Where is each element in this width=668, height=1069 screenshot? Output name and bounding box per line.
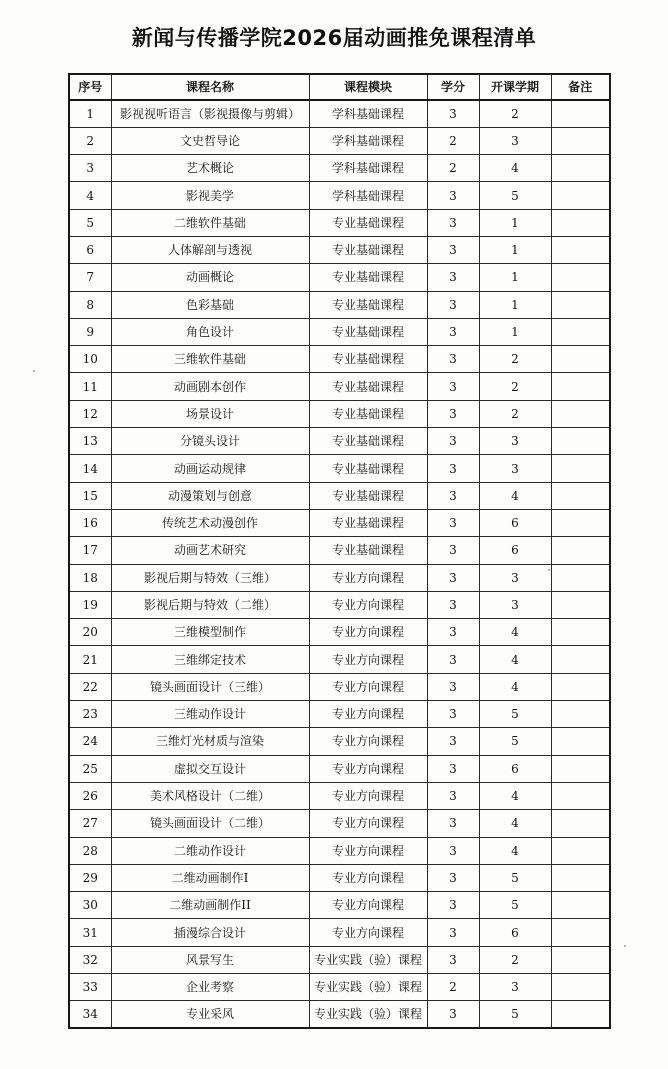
course-credit: 3 bbox=[427, 946, 479, 973]
course-module: 专业方向课程 bbox=[309, 673, 427, 700]
course-name: 二维动作设计 bbox=[111, 837, 309, 864]
course-credit: 3 bbox=[427, 755, 479, 782]
row-number: 11 bbox=[69, 373, 111, 400]
course-module: 专业基础课程 bbox=[309, 346, 427, 373]
table-row bbox=[69, 755, 610, 782]
course-module: 专业基础课程 bbox=[309, 373, 427, 400]
course-name: 影视后期与特效（三维） bbox=[111, 564, 309, 591]
header-course-name: 课程名称 bbox=[111, 74, 309, 100]
course-note bbox=[551, 864, 610, 891]
course-semester: 5 bbox=[479, 864, 551, 891]
course-semester: 4 bbox=[479, 619, 551, 646]
row-number: 10 bbox=[69, 346, 111, 373]
course-note bbox=[551, 291, 610, 318]
course-name: 动画运动规律 bbox=[111, 455, 309, 482]
course-credit: 2 bbox=[427, 155, 479, 182]
page-title: 新闻与传播学院2026届动画推免课程清单 bbox=[131, 26, 537, 50]
course-module: 专业基础课程 bbox=[309, 209, 427, 236]
course-credit: 3 bbox=[427, 837, 479, 864]
course-semester: 3 bbox=[479, 974, 551, 1001]
course-credit: 3 bbox=[427, 264, 479, 291]
table-row bbox=[69, 400, 610, 427]
course-credit: 3 bbox=[427, 182, 479, 209]
course-module: 专业方向课程 bbox=[309, 619, 427, 646]
table-row bbox=[69, 264, 610, 291]
course-credit: 3 bbox=[427, 1001, 479, 1028]
course-module: 学科基础课程 bbox=[309, 182, 427, 209]
course-module: 专业方向课程 bbox=[309, 701, 427, 728]
course-note bbox=[551, 728, 610, 755]
course-semester: 5 bbox=[479, 1001, 551, 1028]
course-module: 专业基础课程 bbox=[309, 236, 427, 263]
row-number: 22 bbox=[69, 673, 111, 700]
row-number: 13 bbox=[69, 428, 111, 455]
course-semester: 4 bbox=[479, 810, 551, 837]
course-note bbox=[551, 837, 610, 864]
course-name: 三维灯光材质与渲染 bbox=[111, 728, 309, 755]
header-module: 课程模块 bbox=[309, 74, 427, 100]
course-credit: 3 bbox=[427, 782, 479, 809]
row-number: 30 bbox=[69, 892, 111, 919]
row-number: 12 bbox=[69, 400, 111, 427]
course-credit: 3 bbox=[427, 810, 479, 837]
row-number: 14 bbox=[69, 455, 111, 482]
course-module: 专业方向课程 bbox=[309, 864, 427, 891]
table-row bbox=[69, 892, 610, 919]
table-row bbox=[69, 782, 610, 809]
table-row bbox=[69, 974, 610, 1001]
header-semester: 开课学期 bbox=[479, 74, 551, 100]
course-note bbox=[551, 482, 610, 509]
course-module: 专业基础课程 bbox=[309, 537, 427, 564]
course-credit: 3 bbox=[427, 455, 479, 482]
table-row bbox=[69, 455, 610, 482]
course-semester: 5 bbox=[479, 892, 551, 919]
table-row bbox=[69, 728, 610, 755]
course-module: 专业基础课程 bbox=[309, 264, 427, 291]
course-note bbox=[551, 346, 610, 373]
course-credit: 3 bbox=[427, 428, 479, 455]
course-module: 专业基础课程 bbox=[309, 318, 427, 345]
course-name: 角色设计 bbox=[111, 318, 309, 345]
course-name: 动漫策划与创意 bbox=[111, 482, 309, 509]
course-module: 专业方向课程 bbox=[309, 564, 427, 591]
course-credit: 3 bbox=[427, 564, 479, 591]
row-number: 23 bbox=[69, 701, 111, 728]
table-row bbox=[69, 428, 610, 455]
row-number: 26 bbox=[69, 782, 111, 809]
row-number: 24 bbox=[69, 728, 111, 755]
table-row bbox=[69, 810, 610, 837]
course-note bbox=[551, 591, 610, 618]
course-module: 专业实践（验）课程 bbox=[309, 974, 427, 1001]
course-semester: 3 bbox=[479, 455, 551, 482]
row-number: 31 bbox=[69, 919, 111, 946]
row-number: 15 bbox=[69, 482, 111, 509]
table-row bbox=[69, 591, 610, 618]
course-name: 虚拟交互设计 bbox=[111, 755, 309, 782]
table-row bbox=[69, 155, 610, 182]
course-name: 三维动作设计 bbox=[111, 701, 309, 728]
course-credit: 3 bbox=[427, 100, 479, 127]
course-module: 学科基础课程 bbox=[309, 127, 427, 154]
course-module: 专业基础课程 bbox=[309, 455, 427, 482]
table-row bbox=[69, 209, 610, 236]
row-number: 34 bbox=[69, 1001, 111, 1028]
table-row bbox=[69, 864, 610, 891]
row-number: 16 bbox=[69, 509, 111, 536]
course-credit: 3 bbox=[427, 373, 479, 400]
course-name: 影视视听语言（影视摄像与剪辑） bbox=[111, 100, 309, 127]
course-note bbox=[551, 264, 610, 291]
course-note bbox=[551, 400, 610, 427]
course-note bbox=[551, 782, 610, 809]
course-name: 镜头画面设计（二维） bbox=[111, 810, 309, 837]
header-no: 序号 bbox=[69, 74, 111, 100]
course-note bbox=[551, 701, 610, 728]
course-note bbox=[551, 373, 610, 400]
table-row bbox=[69, 127, 610, 154]
course-semester: 1 bbox=[479, 209, 551, 236]
row-number: 6 bbox=[69, 236, 111, 263]
course-note bbox=[551, 974, 610, 1001]
course-name: 二维软件基础 bbox=[111, 209, 309, 236]
row-number: 18 bbox=[69, 564, 111, 591]
course-note bbox=[551, 619, 610, 646]
course-note bbox=[551, 209, 610, 236]
scan-speck bbox=[33, 370, 35, 372]
course-name: 企业考察 bbox=[111, 974, 309, 1001]
course-semester: 3 bbox=[479, 428, 551, 455]
course-note bbox=[551, 509, 610, 536]
course-name: 动画剧本创作 bbox=[111, 373, 309, 400]
course-module: 专业方向课程 bbox=[309, 646, 427, 673]
table-row bbox=[69, 701, 610, 728]
course-credit: 3 bbox=[427, 619, 479, 646]
course-name: 专业采风 bbox=[111, 1001, 309, 1028]
course-note bbox=[551, 100, 610, 127]
course-semester: 4 bbox=[479, 646, 551, 673]
course-note bbox=[551, 810, 610, 837]
course-note bbox=[551, 1001, 610, 1028]
course-credit: 3 bbox=[427, 646, 479, 673]
row-number: 32 bbox=[69, 946, 111, 973]
course-credit: 3 bbox=[427, 236, 479, 263]
course-name: 文史哲导论 bbox=[111, 127, 309, 154]
course-credit: 3 bbox=[427, 291, 479, 318]
course-name: 二维动画制作I bbox=[111, 864, 309, 891]
course-credit: 3 bbox=[427, 673, 479, 700]
row-number: 28 bbox=[69, 837, 111, 864]
course-module: 专业方向课程 bbox=[309, 892, 427, 919]
course-module: 专业方向课程 bbox=[309, 919, 427, 946]
table-row bbox=[69, 837, 610, 864]
course-credit: 3 bbox=[427, 728, 479, 755]
course-semester: 6 bbox=[479, 509, 551, 536]
course-note bbox=[551, 673, 610, 700]
table-row bbox=[69, 619, 610, 646]
course-semester: 2 bbox=[479, 346, 551, 373]
course-module: 专业实践（验）课程 bbox=[309, 946, 427, 973]
course-semester: 6 bbox=[479, 537, 551, 564]
row-number: 4 bbox=[69, 182, 111, 209]
course-semester: 1 bbox=[479, 291, 551, 318]
course-semester: 5 bbox=[479, 182, 551, 209]
course-module: 专业实践（验）课程 bbox=[309, 1001, 427, 1028]
table-row bbox=[69, 236, 610, 263]
course-semester: 2 bbox=[479, 373, 551, 400]
course-table bbox=[68, 73, 611, 1029]
course-name: 艺术概论 bbox=[111, 155, 309, 182]
course-semester: 4 bbox=[479, 837, 551, 864]
course-module: 专业方向课程 bbox=[309, 755, 427, 782]
course-name: 影视后期与特效（二维） bbox=[111, 591, 309, 618]
course-note bbox=[551, 537, 610, 564]
course-name: 动画艺术研究 bbox=[111, 537, 309, 564]
course-semester: 5 bbox=[479, 728, 551, 755]
course-name: 三维模型制作 bbox=[111, 619, 309, 646]
course-semester: 2 bbox=[479, 100, 551, 127]
course-semester: 6 bbox=[479, 919, 551, 946]
course-note bbox=[551, 127, 610, 154]
course-module: 专业基础课程 bbox=[309, 482, 427, 509]
course-semester: 2 bbox=[479, 400, 551, 427]
course-credit: 3 bbox=[427, 509, 479, 536]
course-module: 专业方向课程 bbox=[309, 782, 427, 809]
row-number: 25 bbox=[69, 755, 111, 782]
course-semester: 1 bbox=[479, 264, 551, 291]
row-number: 27 bbox=[69, 810, 111, 837]
table-row bbox=[69, 919, 610, 946]
row-number: 19 bbox=[69, 591, 111, 618]
course-note bbox=[551, 455, 610, 482]
table-row bbox=[69, 318, 610, 345]
course-semester: 5 bbox=[479, 701, 551, 728]
row-number: 20 bbox=[69, 619, 111, 646]
course-name: 风景写生 bbox=[111, 946, 309, 973]
table-row bbox=[69, 182, 610, 209]
course-module: 专业方向课程 bbox=[309, 591, 427, 618]
course-note bbox=[551, 564, 610, 591]
course-credit: 3 bbox=[427, 346, 479, 373]
course-credit: 3 bbox=[427, 591, 479, 618]
table-row bbox=[69, 946, 610, 973]
course-credit: 3 bbox=[427, 701, 479, 728]
table-row bbox=[69, 646, 610, 673]
table-row bbox=[69, 291, 610, 318]
course-name: 三维软件基础 bbox=[111, 346, 309, 373]
row-number: 5 bbox=[69, 209, 111, 236]
course-note bbox=[551, 946, 610, 973]
course-semester: 1 bbox=[479, 236, 551, 263]
table-header-row bbox=[69, 74, 610, 100]
course-name: 三维绑定技术 bbox=[111, 646, 309, 673]
course-module: 专业基础课程 bbox=[309, 291, 427, 318]
header-note: 备注 bbox=[551, 74, 610, 100]
row-number: 21 bbox=[69, 646, 111, 673]
course-semester: 4 bbox=[479, 782, 551, 809]
course-name: 美术风格设计（二维） bbox=[111, 782, 309, 809]
row-number: 2 bbox=[69, 127, 111, 154]
course-note bbox=[551, 919, 610, 946]
course-name: 二维动画制作II bbox=[111, 892, 309, 919]
row-number: 33 bbox=[69, 974, 111, 1001]
course-note bbox=[551, 428, 610, 455]
table-row bbox=[69, 1001, 610, 1028]
course-note bbox=[551, 755, 610, 782]
course-credit: 3 bbox=[427, 482, 479, 509]
table-row bbox=[69, 509, 610, 536]
course-module: 专业方向课程 bbox=[309, 837, 427, 864]
course-module: 专业基础课程 bbox=[309, 509, 427, 536]
course-note bbox=[551, 318, 610, 345]
course-note bbox=[551, 892, 610, 919]
table-body bbox=[69, 100, 610, 1028]
course-credit: 2 bbox=[427, 974, 479, 1001]
course-semester: 6 bbox=[479, 755, 551, 782]
course-credit: 3 bbox=[427, 537, 479, 564]
course-module: 专业方向课程 bbox=[309, 810, 427, 837]
course-semester: 2 bbox=[479, 946, 551, 973]
course-name: 色彩基础 bbox=[111, 291, 309, 318]
course-credit: 3 bbox=[427, 400, 479, 427]
course-module: 学科基础课程 bbox=[309, 100, 427, 127]
course-name: 插漫综合设计 bbox=[111, 919, 309, 946]
course-name: 动画概论 bbox=[111, 264, 309, 291]
course-semester: 4 bbox=[479, 673, 551, 700]
course-semester: 3 bbox=[479, 127, 551, 154]
course-semester: 4 bbox=[479, 155, 551, 182]
course-semester: 3 bbox=[479, 591, 551, 618]
row-number: 7 bbox=[69, 264, 111, 291]
row-number: 3 bbox=[69, 155, 111, 182]
table-row bbox=[69, 100, 610, 127]
course-note bbox=[551, 155, 610, 182]
row-number: 9 bbox=[69, 318, 111, 345]
row-number: 1 bbox=[69, 100, 111, 127]
course-semester: 1 bbox=[479, 318, 551, 345]
course-note bbox=[551, 236, 610, 263]
course-credit: 3 bbox=[427, 318, 479, 345]
course-name: 场景设计 bbox=[111, 400, 309, 427]
scan-speck bbox=[548, 569, 550, 571]
course-name: 镜头画面设计（三维） bbox=[111, 673, 309, 700]
course-note bbox=[551, 182, 610, 209]
table-row bbox=[69, 673, 610, 700]
course-credit: 3 bbox=[427, 892, 479, 919]
table-row bbox=[69, 373, 610, 400]
course-credit: 3 bbox=[427, 919, 479, 946]
row-number: 17 bbox=[69, 537, 111, 564]
course-semester: 3 bbox=[479, 564, 551, 591]
course-name: 影视美学 bbox=[111, 182, 309, 209]
table-row bbox=[69, 482, 610, 509]
course-semester: 4 bbox=[479, 482, 551, 509]
row-number: 29 bbox=[69, 864, 111, 891]
course-name: 传统艺术动漫创作 bbox=[111, 509, 309, 536]
scan-speck bbox=[624, 945, 626, 947]
header-credit: 学分 bbox=[427, 74, 479, 100]
row-number: 8 bbox=[69, 291, 111, 318]
table-row bbox=[69, 564, 610, 591]
table-row bbox=[69, 346, 610, 373]
course-note bbox=[551, 646, 610, 673]
course-module: 专业方向课程 bbox=[309, 728, 427, 755]
course-name: 人体解剖与透视 bbox=[111, 236, 309, 263]
course-credit: 3 bbox=[427, 864, 479, 891]
course-credit: 2 bbox=[427, 127, 479, 154]
course-module: 专业基础课程 bbox=[309, 400, 427, 427]
course-credit: 3 bbox=[427, 209, 479, 236]
table-row bbox=[69, 537, 610, 564]
course-module: 专业基础课程 bbox=[309, 428, 427, 455]
course-name: 分镜头设计 bbox=[111, 428, 309, 455]
course-module: 学科基础课程 bbox=[309, 155, 427, 182]
